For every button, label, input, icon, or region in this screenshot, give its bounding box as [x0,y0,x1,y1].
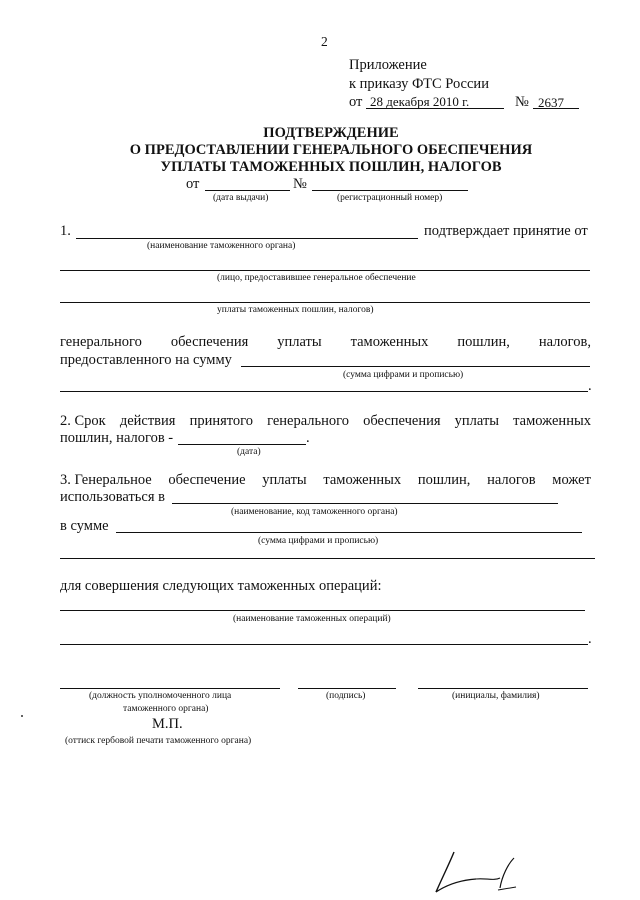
issue-date-prefix: от [186,176,200,192]
scan-speck [21,715,23,717]
appendix-number-prefix: № [515,94,529,110]
word: пошлин, [417,472,471,488]
section-3-customs-caption: (наименование, код таможенного органа) [231,507,398,517]
reg-number-caption: (регистрационный номер) [337,193,443,203]
issue-date-field [205,190,290,191]
stamp-label: М.П. [152,716,183,732]
section-1-provider-field-2 [60,302,590,303]
section-3-text-line-1 [60,472,591,489]
signature-caption: (подпись) [326,691,366,701]
section-1-customs-body-field [76,238,418,239]
section-3-text-line-2: использоваться в [60,489,165,505]
position-caption-1: (должность уполномоченного лица [89,691,232,701]
section-2-text-line-2: пошлин, налогов - [60,430,174,446]
word: пошлин, [457,334,510,350]
section-3-sum-field [116,532,582,533]
section-1-sum-caption: (сумма цифрами и прописью) [343,370,464,380]
word: таможенных [513,413,591,429]
reg-number-field [312,190,468,191]
section-1-text-line-1 [60,334,591,351]
section-1-end-period: . [588,378,592,394]
word: уплаты [277,334,322,350]
section-2-text-line-1 [60,413,591,430]
handwritten-signature-mark [428,848,523,896]
section-1-number: 1. [60,223,71,239]
position-field [60,688,280,689]
operations-field-2 [60,644,588,645]
section-1-provider-caption-1: (лицо, предоставившее генеральное обеспечение [217,273,416,283]
section-2-date-caption: (дата) [237,447,261,457]
word: генерального [60,334,142,350]
reg-number-sign: № [293,176,307,192]
word: обеспечения [363,413,441,429]
position-caption-2: таможенного органа) [123,704,209,714]
word: действия [119,413,176,429]
section-1-sum-field [241,366,590,367]
section-2-date-field [178,444,306,445]
word: обеспечение [168,472,246,488]
section-1-confirms-text: подтверждает принятие от [424,223,588,239]
word: может [552,472,591,488]
operations-intro: для совершения следующих таможенных операций: [60,578,382,594]
signature-field [298,688,396,689]
word: обеспечения [170,334,249,350]
section-1-provider-caption-2: уплаты таможенных пошлин, налогов) [217,305,374,315]
word: генерального [267,413,350,429]
section-3-sum-caption: (сумма цифрами и прописью) [258,536,379,546]
title-line-2: О ПРЕДОСТАВЛЕНИИ ГЕНЕРАЛЬНОГО ОБЕСПЕЧЕНИЯ [129,142,533,158]
appendix-line-2: к приказу ФТС России [349,76,489,92]
word: 2. Срок [60,413,106,429]
appendix-date-underline [366,108,504,109]
title-line-3: УПЛАТЫ ТАМОЖЕННЫХ ПОШЛИН, НАЛОГОВ [160,159,502,175]
section-3-sum-prefix: в сумме [60,518,109,534]
appendix-date-prefix: от [349,94,363,110]
appendix-number-value: 2637 [538,95,564,110]
section-3-sum-field-2 [60,558,595,559]
word: уплаты [454,413,500,429]
section-1-provider-field-1 [60,270,590,271]
operations-caption: (наименование таможенных операций) [233,614,391,624]
word: налогов, [538,334,591,350]
appendix-line-1: Приложение [349,57,427,73]
word: таможенных [350,334,429,350]
word: налогов [487,472,536,488]
operations-end-period: . [588,631,592,647]
section-2-end-period: . [306,430,310,446]
issue-date-caption: (дата выдачи) [213,193,269,203]
page-number: 2 [321,34,328,49]
word: таможенных [323,472,402,488]
section-3-customs-field [172,503,558,504]
section-1-sum-field-2 [60,391,588,392]
word: принятого [189,413,253,429]
operations-field-1 [60,610,585,611]
section-1-customs-body-caption: (наименование таможенного органа) [147,241,296,251]
appendix-date-value: 28 декабря 2010 г. [370,94,470,109]
title-line-1: ПОДТВЕРЖДЕНИЕ [263,125,399,141]
initials-caption: (инициалы, фамилия) [452,691,540,701]
word: уплаты [262,472,307,488]
initials-field [418,688,588,689]
appendix-number-underline [533,108,579,109]
stamp-caption: (оттиск гербовой печати таможенного органа) [65,736,252,746]
section-1-text-line-2: предоставленного на сумму [60,352,232,368]
word: 3. Генеральное [60,472,152,488]
